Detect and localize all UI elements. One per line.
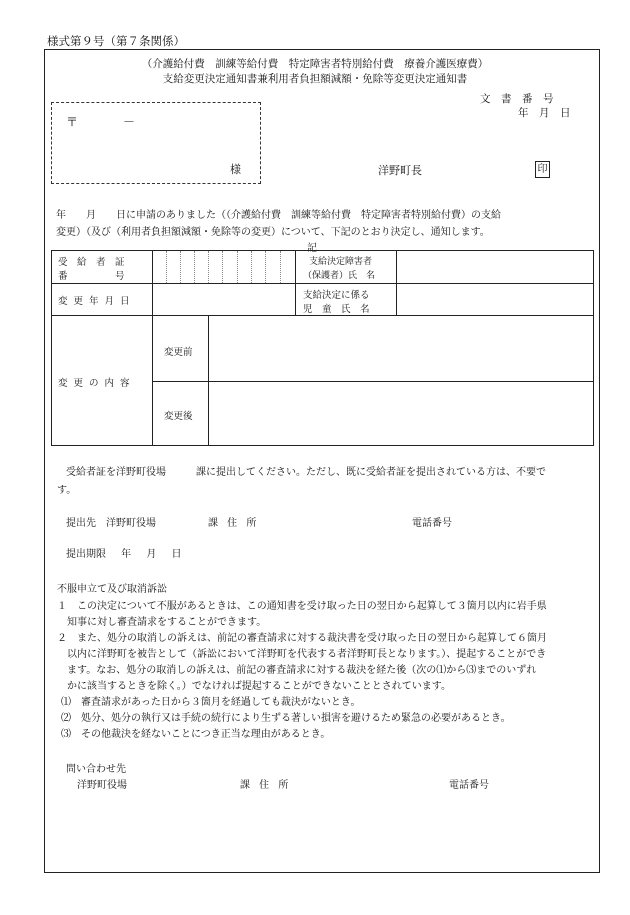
appeal-line: 以内に洋野町を被告として（訴訟において洋野町を代表する者洋野町長となります。）、提起することができ [57, 649, 547, 660]
decided-person-label-2: （保護者）氏 名 [303, 271, 376, 281]
digit-guide [222, 251, 223, 283]
decided-person-label-1: 支給決定障害者 [309, 257, 373, 267]
issue-date: 年 月 日 [518, 107, 571, 119]
postal-dash: － [123, 115, 136, 129]
recipient-number-label-2: 番 号 [58, 271, 125, 282]
appeal-line: ⑴ 審査請求があった日から３箇月を経過しても裁決がないとき。 [61, 697, 361, 708]
decision-table [51, 250, 594, 446]
certificate-notice-line-2: す。 [57, 485, 77, 496]
digit-guide [251, 251, 252, 283]
digit-guide [265, 251, 266, 283]
postal-mark: 〒 [66, 115, 79, 129]
form-number-label: 様式第９号（第７条関係） [47, 34, 185, 48]
digit-guide [194, 251, 195, 283]
appeal-line: １ この決定について不服があるときは、この通知書を受け取った日の翌日から起算して３箇月以内に岩手県 [57, 601, 547, 612]
digit-guide [280, 251, 281, 283]
ki-heading: 記 [307, 243, 317, 254]
inquiry-division-address: 課 住 所 [240, 780, 289, 791]
digit-guide [180, 251, 181, 283]
child-name-label-2: 児 童 氏 名 [303, 304, 370, 315]
intro-line-1: 年 月 日に申請のありました（（介護給付費 訓練等給付費 特定障害者特別給付費）の支給 [56, 210, 501, 221]
honorific: 様 [230, 163, 241, 176]
submit-phone: 電話番号 [412, 518, 452, 529]
change-content-label: 変更の内容 [58, 378, 136, 389]
appeal-line: ⑵ 処分、処分の執行又は手続の続行により生ずる著しい損害を避けるため緊急の必要があるとき。 [61, 713, 511, 724]
submit-deadline: 提出期限 年 月 日 [66, 549, 182, 560]
inquiry-heading: 問い合わせ先 [66, 764, 126, 775]
inquiry-phone: 電話番号 [449, 780, 489, 791]
submit-division-address: 課 住 所 [208, 518, 257, 529]
title-line-1: （介護給付費 訓練等給付費 特定障害者特別給付費 療養介護医療費） [141, 58, 489, 70]
row-divider [52, 283, 593, 284]
intro-line-2: 変更）（及び（利用者負担額減額・免除等の変更）について、下記のとおり決定し、通知します。 [56, 227, 490, 238]
appeal-heading: 不服申立て及び取消訴訟 [57, 584, 167, 595]
appeal-line: ます。なお、処分の取消しの訴えは、前記の審査請求に対する裁決を経た後（次の⑴から⑶までのいずれ [57, 665, 537, 676]
document-number: 文 書 番 号 [480, 93, 554, 105]
col-divider [208, 315, 209, 446]
seal-mark: 印 [535, 161, 550, 178]
recipient-number-label-1: 受 給 者 証 [58, 257, 125, 268]
digit-guide [237, 251, 238, 283]
row-divider [152, 381, 594, 382]
appeal-line: かに該当するときを除く。）でなければ提起することができないこととされています。 [57, 681, 451, 692]
submit-to: 提出先 洋野町役場 [66, 518, 156, 529]
title-line-2: 支給変更決定通知書兼利用者負担額減額・免除等変更決定通知書 [162, 73, 468, 85]
row-divider [52, 315, 593, 316]
col-divider [295, 251, 296, 315]
col-divider [396, 251, 397, 315]
certificate-notice-line-1: 受給者証を洋野町役場 課に提出してください。ただし、既に受給者証を提出されている方は、不要で [66, 467, 546, 478]
digit-guide [166, 251, 167, 283]
appeal-line: ⑶ その他裁決を経ないことにつき正当な理由があるとき。 [61, 729, 331, 740]
before-change-label: 変更前 [164, 347, 193, 358]
inquiry-town-office: 洋野町役場 [77, 780, 127, 791]
mayor-name: 洋野町長 [378, 164, 422, 177]
child-name-label-1: 支給決定に係る [303, 290, 370, 301]
appeal-line: 知事に対し審査請求をすることができます。 [57, 617, 267, 628]
col-divider [152, 251, 153, 445]
appeal-line: ２ また、処分の取消しの訴えは、前記の審査請求に対する裁決書を受け取った日の翌日から起算して６箇月 [57, 633, 547, 644]
change-date-label: 変更年月日 [58, 296, 136, 307]
digit-guide [208, 251, 209, 283]
after-change-label: 変更後 [164, 411, 193, 422]
